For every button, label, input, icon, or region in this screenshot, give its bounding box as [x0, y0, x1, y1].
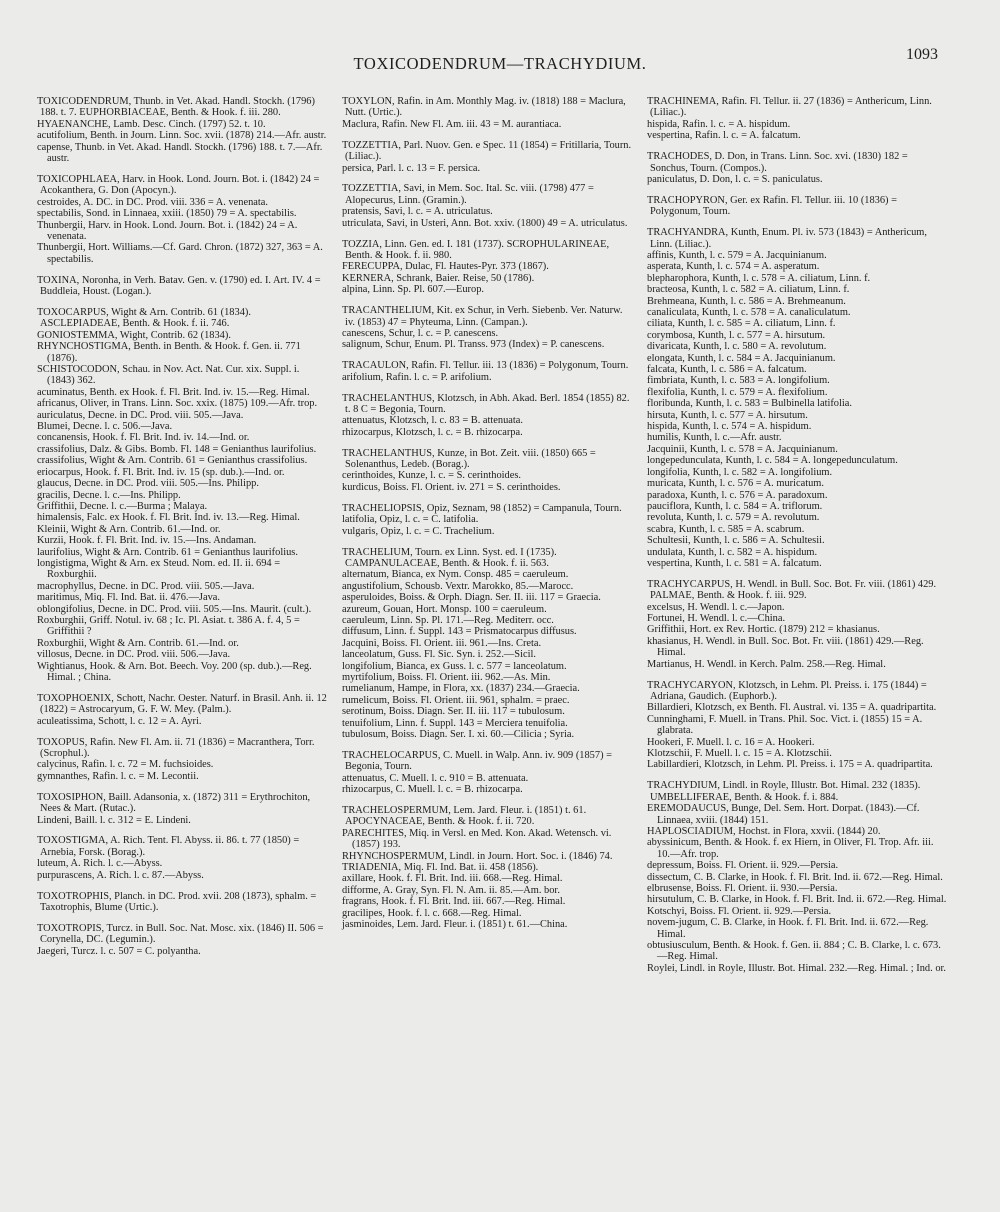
entry-line: oblongifolius, Decne. in DC. Prod. viii. 505.—Ins. Maurit. (cult.).: [37, 603, 312, 615]
entry-line: elongata, Kunth, l. c. 584 = A. Jacquinianum.: [647, 352, 836, 364]
dictionary-entry: [342, 239, 634, 296]
entry-line: axillare, Hook. f. Fl. Brit. Ind. iii. 668.—Reg. Himal.: [342, 873, 563, 885]
entry-line: paradoxa, Kunth, l. c. 576 = A. paradoxum.: [647, 489, 828, 501]
entry-line: utriculata, Savi, in Usteri, Ann. Bot. xxiv. (1800) 49 = A. utriculatus.: [342, 217, 628, 229]
entry-line: difforme, A. Gray, Syn. Fl. N. Am. ii. 85.—Am. bor.: [342, 884, 560, 896]
column-left: [37, 96, 329, 967]
entry-line: cerinthoides, Kunze, l. c. = S. cerinthoides.: [342, 470, 521, 482]
column-right: [647, 96, 947, 984]
entry-line: diffusum, Linn. f. Suppl. 143 = Prismatocarpus diffusus.: [342, 626, 577, 638]
entry-headword: TOXOPHOENIX, Schott, Nachr. Oester. Naturf. in Brasil. Anh. ii. 12 (1822) = Astrocaryum, G. F. W. Mey. (Palm.).: [37, 692, 327, 716]
entry-headword: TOXOSIPHON, Baill. Adansonia, x. (1872) 311 = Erythrochiton, Nees & Mart. (Rutac.).: [37, 791, 311, 815]
entry-line: Kleinii, Wight & Arn. Contrib. 61.—Ind. or.: [37, 523, 221, 535]
entry-headword: TRACANTHELIUM, Kit. ex Schur, in Verh. Siebenb. Ver. Naturw. iv. (1853) 47 = Phyteuma, Linn. (Campan.).: [342, 305, 623, 328]
entry-line: khasianus, H. Wendl. in Bull. Soc. Bot. Fr. viii. (1861) 429.—Reg. Himal.: [647, 635, 924, 659]
entry-line: Billardieri, Klotzsch, ex Benth. Fl. Austral. vi. 135 = A. quadripartita.: [647, 702, 937, 714]
entry-line: Jacquini, Boiss. Fl. Orient. iii. 961.—Ins. Creta.: [342, 637, 542, 649]
entry-line: scabra, Kunth, l. c. 585 = A. scabrum.: [647, 523, 805, 535]
dictionary-entry: [37, 275, 329, 298]
entry-line: hispida, Rafin. l. c. = A. hispidum.: [647, 118, 791, 130]
entry-headword: TRACHYCARYON, Klotzsch, in Lehm. Pl. Preiss. i. 175 (1844) = Adriana, Gaudich. (Euphorb.).: [647, 679, 927, 702]
entry-line: Hookeri, F. Muell. l. c. 16 = A. Hookeri.: [647, 736, 815, 748]
entry-line: macrophyllus, Decne. in DC. Prod. viii. 505.—Java.: [37, 580, 255, 592]
entry-line: Roxburghii, Wight & Arn. Contrib. 61.—Ind. or.: [37, 637, 239, 649]
entry-line: HAPLOSCIADIUM, Hochst. in Flora, xxvii. (1844) 20.: [647, 825, 881, 837]
dictionary-entry: [342, 183, 634, 229]
dictionary-entry: [342, 305, 634, 351]
entry-line: concanensis, Hook. f. Fl. Brit. Ind. iv. 14.—Ind. or.: [37, 432, 250, 444]
entry-line: Fortunei, H. Wendl. l. c.—China.: [647, 613, 786, 625]
entry-line: maritimus, Miq. Fl. Ind. Bat. ii. 476.—Java.: [37, 592, 220, 604]
entry-headword: TRACHOPYRON, Ger. ex Rafin. Fl. Tellur. iii. 10 (1836) = Polygonum, Tourn.: [647, 194, 897, 218]
entry-headword: TOXICODENDRUM, Thunb. in Vet. Akad. Handl. Stockh. (1796) 188. t. 7. EUPHORBIACEAE, Benth. & Hook. f. iii. 280.: [37, 96, 315, 119]
entry-line: blepharophora, Kunth, l. c. 578 = A. ciliatum, Linn. f.: [647, 272, 871, 284]
entry-line: obtusiusculum, Benth. & Hook. f. Gen. ii. 884 ; C. B. Clarke, l. c. 673.—Reg. Himal.: [647, 940, 941, 963]
entry-line: Brehmeana, Kunth, l. c. 586 = A. Brehmeanum.: [647, 295, 846, 307]
entry-headword: TOXOSTIGMA, A. Rich. Tent. Fl. Abyss. ii. 86. t. 77 (1850) = Arnebia, Forsk. (Borag.).: [37, 835, 300, 858]
dictionary-entry: [37, 307, 329, 683]
entry-line: paniculatus, D. Don, l. c. = S. paniculatus.: [647, 173, 823, 185]
entry-line: EREMODAUCUS, Bunge, Del. Sem. Hort. Dorpat. (1843).—Cf. Linnaea, xviii. (1844) 151.: [647, 803, 920, 826]
entry-headword: TOXICOPHLAEA, Harv. in Hook. Lond. Journ. Bot. i. (1842) 24 = Acokanthera, G. Don (Apocyn.).: [37, 173, 320, 197]
dictionary-entry: [342, 140, 634, 174]
entry-line: PARECHITES, Miq. in Versl. en Med. Kon. Akad. Wetensch. vi. (1857) 193.: [342, 827, 612, 851]
entry-line: HYAENANCHE, Lamb. Desc. Cinch. (1797) 52. t. 10.: [37, 118, 266, 130]
entry-line: rumelianum, Hampe, in Flora, xx. (1837) 234.—Graecia.: [342, 683, 580, 695]
entry-line: falcata, Kunth, l. c. 586 = A. falcatum.: [647, 364, 807, 376]
entry-line: acutifolium, Benth. in Journ. Linn. Soc. xvii. (1878) 214.—Afr. austr.: [37, 130, 327, 142]
entry-line: pratensis, Savi, l. c. = A. utriculatus.: [342, 206, 493, 218]
dictionary-entry: [647, 227, 947, 569]
dictionary-entry: [37, 693, 329, 727]
entry-line: Griffithii, Hort. ex Rev. Hortic. (1879) 212 = khasianus.: [647, 624, 880, 636]
dictionary-entry: [37, 792, 329, 826]
dictionary-entry: [647, 579, 947, 670]
entry-headword: TOZZIA, Linn. Gen. ed. I. 181 (1737). SCROPHULARINEAE, Benth. & Hook. f. ii. 980.: [342, 238, 610, 261]
entry-line: hirsutulum, C. B. Clarke, in Hook. f. Fl. Brit. Ind. ii. 672.—Reg. Himal.: [647, 894, 947, 906]
entry-line: excelsus, H. Wendl. l. c.—Japon.: [647, 601, 785, 613]
entry-line: crassifolius, Dalz. & Gibs. Bomb. Fl. 148 = Genianthus laurifolius.: [37, 443, 317, 455]
entry-line: auriculatus, Decne. in DC. Prod. viii. 505.—Java.: [37, 409, 244, 421]
column-middle: [342, 96, 634, 940]
entry-headword: TOXOCARPUS, Wight & Arn. Contrib. 61 (1834). ASCLEPIADEAE, Benth. & Hook. f. ii. 746.: [37, 307, 251, 330]
entry-headword: TRACHODES, D. Don, in Trans. Linn. Soc. xvi. (1830) 182 = Sonchus, Tourn. (Compos.).: [647, 151, 908, 174]
entry-headword: TRACHELOCARPUS, C. Muell. in Walp. Ann. iv. 909 (1857) = Begonia, Tourn.: [342, 749, 612, 773]
entry-headword: TRACHELANTHUS, Klotzsch, in Abh. Akad. Berl. 1854 (1855) 82. t. 8 C = Begonia, Tourn.: [342, 392, 630, 415]
entry-line: rumelicum, Boiss. Fl. Orient. iii. 961, sphalm. = praec.: [342, 694, 570, 706]
entry-headword: TRACHELIUM, Tourn. ex Linn. Syst. ed. I (1735). CAMPANULACEAE, Benth. & Hook. f. ii. 563.: [342, 546, 557, 569]
entry-line: Roylei, Lindl. in Royle, Illustr. Bot. Himal. 232.—Reg. Himal. ; Ind. or.: [647, 962, 947, 974]
entry-line: KERNERA, Schrank, Baier. Reise, 50 (1786).: [342, 272, 535, 284]
entry-line: Thunbergii, Hort. Williams.—Cf. Gard. Chron. (1872) 327, 363 = A. spectabilis.: [37, 242, 323, 265]
entry-headword: TRACAULON, Rafin. Fl. Tellur. iii. 13 (1836) = Polygonum, Tourn.: [342, 360, 629, 372]
dictionary-entry: [342, 547, 634, 741]
entry-line: novem-jugum, C. B. Clarke, in Hook. f. Fl. Brit. Ind. ii. 672.—Reg. Himal.: [647, 917, 929, 940]
entry-line: gymnanthes, Rafin. l. c. = M. Lecontii.: [37, 770, 199, 782]
entry-line: depressum, Boiss. Fl. Orient. ii. 929.—Persia.: [647, 860, 839, 872]
dictionary-entry: [647, 96, 947, 142]
entry-line: vulgaris, Opiz, l. c. = C. Trachelium.: [342, 525, 495, 537]
entry-line: serotinum, Boiss. Diagn. Ser. II. iii. 117 = tubulosum.: [342, 706, 565, 718]
entry-line: dissectum, C. B. Clarke, in Hook. f. Fl. Brit. Ind. ii. 672.—Reg. Himal.: [647, 871, 943, 883]
entry-headword: TRACHINEMA, Rafin. Fl. Tellur. ii. 27 (1836) = Anthericum, Linn. (Liliac.).: [647, 96, 932, 119]
entry-line: latifolia, Opiz, l. c. = C. latifolia.: [342, 514, 479, 526]
dictionary-entry: [342, 360, 634, 383]
entry-line: purpurascens, A. Rich. l. c. 87.—Abyss.: [37, 869, 204, 881]
dictionary-entry: [37, 835, 329, 881]
entry-line: vespertina, Rafin. l. c. = A. falcatum.: [647, 130, 801, 142]
entry-line: persica, Parl. l. c. 13 = F. persica.: [342, 162, 481, 174]
entry-line: GONIOSTEMMA, Wight, Contrib. 62 (1834).: [37, 329, 231, 341]
entry-line: alternatum, Bianca, ex Nym. Consp. 485 = caeruleum.: [342, 569, 569, 581]
entry-line: fragrans, Hook. f. Fl. Brit. Ind. iii. 667.—Reg. Himal.: [342, 896, 566, 908]
entry-line: bracteosa, Kunth, l. c. 582 = A. ciliatum, Linn. f.: [647, 284, 850, 296]
entry-line: calycinus, Rafin. l. c. 72 = M. fuchsioides.: [37, 759, 214, 771]
entry-line: hispida, Kunth, l. c. 574 = A. hispidum.: [647, 421, 812, 433]
entry-line: abyssinicum, Benth. & Hook. f. ex Hiern, in Oliver, Fl. Trop. Afr. iii. 10.—Afr. trop.: [647, 837, 934, 860]
dictionary-entry: [342, 805, 634, 930]
entry-headword: TRACHELOSPERMUM, Lem. Jard. Fleur. i. (1851) t. 61. APOCYNACEAE, Benth. & Hook. f. ii. 720.: [342, 805, 587, 828]
entry-line: myrtifolium, Boiss. Fl. Orient. iii. 962.—As. Min.: [342, 671, 551, 683]
entry-line: Cunninghami, F. Muell. in Trans. Phil. Soc. Vict. i. (1855) 15 = A. glabrata.: [647, 713, 923, 737]
entry-line: alpina, Linn. Sp. Pl. 607.—Europ.: [342, 284, 484, 296]
dictionary-entry: [37, 923, 329, 957]
entry-headword: TOZZETTIA, Savi, in Mem. Soc. Ital. Sc. viii. (1798) 477 = Alopecurus, Linn. (Gramin.).: [342, 183, 594, 206]
running-title: TOXICODENDRUM—TRACHYDIUM.: [353, 54, 647, 73]
entry-line: Roxburghii, Griff. Notul. iv. 68 ; Ic. Pl. Asiat. t. 386 A. f. 4, 5 = Griffithii ?: [37, 614, 300, 638]
entry-headword: TOXOTROPIS, Turcz. in Bull. Soc. Nat. Mosc. xix. (1846) II. 506 = Corynella, DC. (Legumin.).: [37, 922, 324, 946]
entry-line: aculeatissima, Schott, l. c. 12 = A. Ayri.: [37, 715, 202, 727]
entry-headword: TRACHELANTHUS, Kunze, in Bot. Zeit. viii. (1850) 665 = Solenanthus, Ledeb. (Borag.).: [342, 447, 596, 471]
entry-line: asperuloides, Boiss. & Orph. Diagn. Ser. II. iii. 117 = Graecia.: [342, 592, 601, 604]
entry-line: Klotzschii, F. Muell. l. c. 15 = A. Klotzschii.: [647, 748, 832, 760]
dictionary-entry: [37, 174, 329, 265]
entry-headword: TOXYLON, Rafin. in Am. Monthly Mag. iv. (1818) 188 = Maclura, Nutt. (Urtic.).: [342, 96, 626, 119]
entry-headword: TRACHYDIUM, Lindl. in Royle, Illustr. Bot. Himal. 232 (1835). UMBELLIFERAE, Benth. & Hook. f. i. 884.: [647, 780, 921, 803]
entry-line: glaucus, Decne. in DC. Prod. viii. 505.—Ins. Philipp.: [37, 478, 259, 490]
entry-line: azureum, Gouan, Hort. Monsp. 100 = caeruleum.: [342, 603, 547, 615]
entry-line: gracilipes, Hook. f. l. c. 668.—Reg. Himal.: [342, 907, 522, 919]
entry-line: Martianus, H. Wendl. in Kerch. Palm. 258.—Reg. Himal.: [647, 658, 886, 670]
entry-line: Kurzii, Hook. f. Fl. Brit. Ind. iv. 15.—Ins. Andaman.: [37, 535, 257, 547]
entry-headword: TRACHELIOPSIS, Opiz, Seznam, 98 (1852) = Campanula, Tourn.: [342, 502, 622, 514]
entry-line: attenuatus, C. Muell. l. c. 910 = B. attenuata.: [342, 772, 529, 784]
dictionary-entry: [37, 891, 329, 914]
entry-line: cestroides, A. DC. in DC. Prod. viii. 336 = A. venenata.: [37, 196, 268, 208]
entry-headword: TRACHYCARPUS, H. Wendl. in Bull. Soc. Bot. Fr. viii. (1861) 429. PALMAE, Benth. & Hook. f. iii. 929.: [647, 578, 937, 602]
dictionary-entry: [37, 96, 329, 164]
entry-line: lanceolatum, Guss. Fl. Sic. Syn. i. 252.—Sicil.: [342, 649, 536, 661]
entry-line: asperata, Kunth, l. c. 574 = A. asperatum.: [647, 261, 820, 273]
dictionary-entry: [342, 393, 634, 439]
entry-line: longifolium, Bianca, ex Guss. l. c. 577 = lanceolatum.: [342, 660, 567, 672]
entry-line: Griffithii, Decne. l. c.—Burma ; Malaya.: [37, 500, 208, 512]
entry-line: acuminatus, Benth. ex Hook. f. Fl. Brit. Ind. iv. 15.—Reg. Himal.: [37, 386, 310, 398]
entry-headword: TRACHYANDRA, Kunth, Enum. Pl. iv. 573 (1843) = Anthericum, Linn. (Liliac.).: [647, 227, 927, 250]
entry-line: attenuatus, Klotzsch, l. c. 83 = B. attenuata.: [342, 415, 524, 427]
entry-line: pauciflora, Kunth, l. c. 584 = A. triflorum.: [647, 500, 823, 512]
entry-line: floribunda, Kunth, l. c. 583 = Bulbinella latifolia.: [647, 398, 852, 410]
dictionary-entry: [342, 96, 634, 130]
entry-line: affinis, Kunth, l. c. 579 = A. Jacquinianum.: [647, 249, 827, 261]
entry-line: Jacquinii, Kunth, l. c. 578 = A. Jacquinianum.: [647, 443, 838, 455]
entry-line: Lindeni, Baill. l. c. 312 = E. Lindeni.: [37, 814, 191, 826]
entry-line: laurifolius, Wight & Arn. Contrib. 61 = Genianthus laurifolius.: [37, 546, 298, 558]
entry-line: spectabilis, Sond. in Linnaea, xxiii. (1850) 79 = A. spectabilis.: [37, 208, 297, 220]
entry-line: revoluta, Kunth, l. c. 579 = A. revolutum.: [647, 512, 820, 524]
entry-line: luteum, A. Rich. l. c.—Abyss.: [37, 858, 163, 870]
entry-line: salignum, Schur, Enum. Pl. Transs. 973 (Index) = P. canescens.: [342, 339, 605, 351]
entry-line: longistigma, Wight & Arn. ex Steud. Nom. ed. II. ii. 694 = Roxburghii.: [37, 557, 281, 581]
entry-line: villosus, Decne. in DC. Prod. viii. 506.—Java.: [37, 649, 231, 661]
entry-line: africanus, Oliver, in Trans. Linn. Soc. xxix. (1875) 109.—Afr. trop.: [37, 398, 318, 410]
entry-line: longepedunculata, Kunth, l. c. 584 = A. longepedunculatum.: [647, 455, 898, 467]
entry-line: caeruleum, Linn. Sp. Pl. 171.—Reg. Mediterr. occ.: [342, 614, 554, 626]
entry-line: rhizocarpus, Klotzsch, l. c. = B. rhizocarpa.: [342, 426, 523, 438]
page-number: 1093: [906, 46, 938, 63]
entry-line: divaricata, Kunth, l. c. 580 = A. revolutum.: [647, 341, 827, 353]
entry-line: flexifolia, Kunth, l. c. 579 = A. flexifolium.: [647, 386, 828, 398]
entry-line: corymbosa, Kunth, l. c. 577 = A. hirsutum.: [647, 329, 826, 341]
entry-line: angustifolium, Schousb. Vextr. Marokko, 85.—Marocc.: [342, 580, 574, 592]
entry-line: RHYNCHOSPERMUM, Lindl. in Journ. Hort. Soc. i. (1846) 74.: [342, 850, 613, 862]
entry-headword: TOXINA, Noronha, in Verh. Batav. Gen. v. (1790) ed. I. Art. IV. 4 = Buddleia, Houst. (Logan.).: [37, 274, 321, 298]
entry-line: Wightianus, Hook. & Arn. Bot. Beech. Voy. 200 (sp. dub.).—Reg. Himal. ; China.: [37, 660, 312, 683]
entry-line: TRIADENIA, Miq. Fl. Ind. Bat. ii. 458 (1856).: [342, 862, 539, 874]
entry-headword: TOZZETTIA, Parl. Nuov. Gen. e Spec. 11 (1854) = Fritillaria, Tourn. (Liliac.).: [342, 139, 632, 163]
dictionary-entry: [342, 448, 634, 494]
entry-line: hirsuta, Kunth, l. c. 577 = A. hirsutum.: [647, 409, 808, 421]
entry-line: Kotschyi, Boiss. Fl. Orient. ii. 929.—Persia.: [647, 905, 832, 917]
entry-line: tubulosum, Boiss. Diagn. Ser. I. xi. 60.—Cilicia ; Syria.: [342, 729, 575, 740]
dictionary-entry: [37, 737, 329, 783]
dictionary-entry: [647, 151, 947, 185]
entry-line: gracilis, Decne. l. c.—Ins. Philipp.: [37, 489, 181, 501]
entry-line: himalensis, Falc. ex Hook. f. Fl. Brit. Ind. iv. 13.—Reg. Himal.: [37, 512, 300, 524]
entry-line: jasminoides, Lem. Jard. Fleur. i. (1851) t. 61.—China.: [342, 919, 568, 931]
entry-line: elbrusense, Boiss. Fl. Orient. ii. 930.—Persia.: [647, 883, 838, 894]
dictionary-entry: [342, 750, 634, 796]
entry-line: muricata, Kunth, l. c. 576 = A. muricatum.: [647, 478, 824, 490]
entry-line: Maclura, Rafin. New Fl. Am. iii. 43 = M. aurantiaca.: [342, 118, 562, 130]
entry-line: fimbriata, Kunth, l. c. 583 = A. longifolium.: [647, 375, 830, 387]
entry-line: FERECUPPA, Dulac, Fl. Hautes-Pyr. 373 (1867).: [342, 261, 549, 273]
entry-line: Labillardieri, Klotzsch, in Lehm. Pl. Preiss. i. 175 = A. quadripartita.: [647, 759, 933, 771]
entry-line: undulata, Kunth, l. c. 582 = A. hispidum.: [647, 546, 818, 558]
entry-line: capense, Thunb. in Vet. Akad. Handl. Stockh. (1796) 188. t. 7.—Afr. austr.: [37, 141, 323, 165]
entry-line: Thunbergii, Harv. in Hook. Lond. Journ. Bot. i. (1842) 24 = A. venenata.: [37, 219, 298, 242]
entry-line: Blumei, Decne. l. c. 506.—Java.: [37, 421, 173, 433]
entry-headword: TOXOTROPHIS, Planch. in DC. Prod. xvii. 208 (1873), sphalm. = Taxotrophis, Blume (Urtic.).: [37, 890, 317, 913]
entry-line: kurdicus, Boiss. Fl. Orient. iv. 271 = S. cerinthoides.: [342, 481, 561, 493]
dictionary-entry: [647, 780, 947, 974]
entry-headword: TOXOPUS, Rafin. New Fl. Am. ii. 71 (1836) = Macranthera, Torr. (Scrophul.).: [37, 736, 315, 760]
entry-line: rhizocarpus, C. Muell. l. c. = B. rhizocarpa.: [342, 784, 523, 796]
entry-line: humilis, Kunth, l. c.—Afr. austr.: [647, 432, 782, 444]
page-header: [0, 46, 1000, 78]
dictionary-entry: [342, 503, 634, 537]
entry-line: crassifolius, Wight & Arn. Contrib. 61 = Genianthus crassifolius.: [37, 455, 308, 467]
entry-line: Schultesii, Kunth, l. c. 586 = A. Schultesii.: [647, 535, 825, 547]
entry-line: canescens, Schur, l. c. = P. canescens.: [342, 327, 499, 339]
entry-line: SCHISTOCODON, Schau. in Nov. Act. Nat. Cur. xix. Suppl. i. (1843) 362.: [37, 364, 300, 387]
entry-line: eriocarpus, Hook. f. Fl. Brit. Ind. iv. 15 (sp. dub.).—Ind. or.: [37, 466, 285, 478]
dictionary-entry: [647, 680, 947, 771]
entry-line: Jaegeri, Turcz. l. c. 507 = C. polyantha.: [37, 945, 201, 957]
entry-line: arifolium, Rafin. l. c. = P. arifolium.: [342, 371, 492, 383]
entry-line: RHYNCHOSTIGMA, Benth. in Benth. & Hook. f. Gen. ii. 771 (1876).: [37, 341, 301, 364]
entry-line: longifolia, Kunth, l. c. 582 = A. longifolium.: [647, 466, 833, 478]
entry-line: canaliculata, Kunth, l. c. 578 = A. canaliculatum.: [647, 307, 851, 318]
dictionary-entry: [647, 195, 947, 218]
entry-line: tenuifolium, Linn. f. Suppl. 143 = Merciera tenuifolia.: [342, 717, 568, 729]
entry-line: vespertina, Kunth, l. c. 581 = A. falcatum.: [647, 557, 822, 569]
entry-line: ciliata, Kunth, l. c. 585 = A. ciliatum, Linn. f.: [647, 318, 836, 330]
